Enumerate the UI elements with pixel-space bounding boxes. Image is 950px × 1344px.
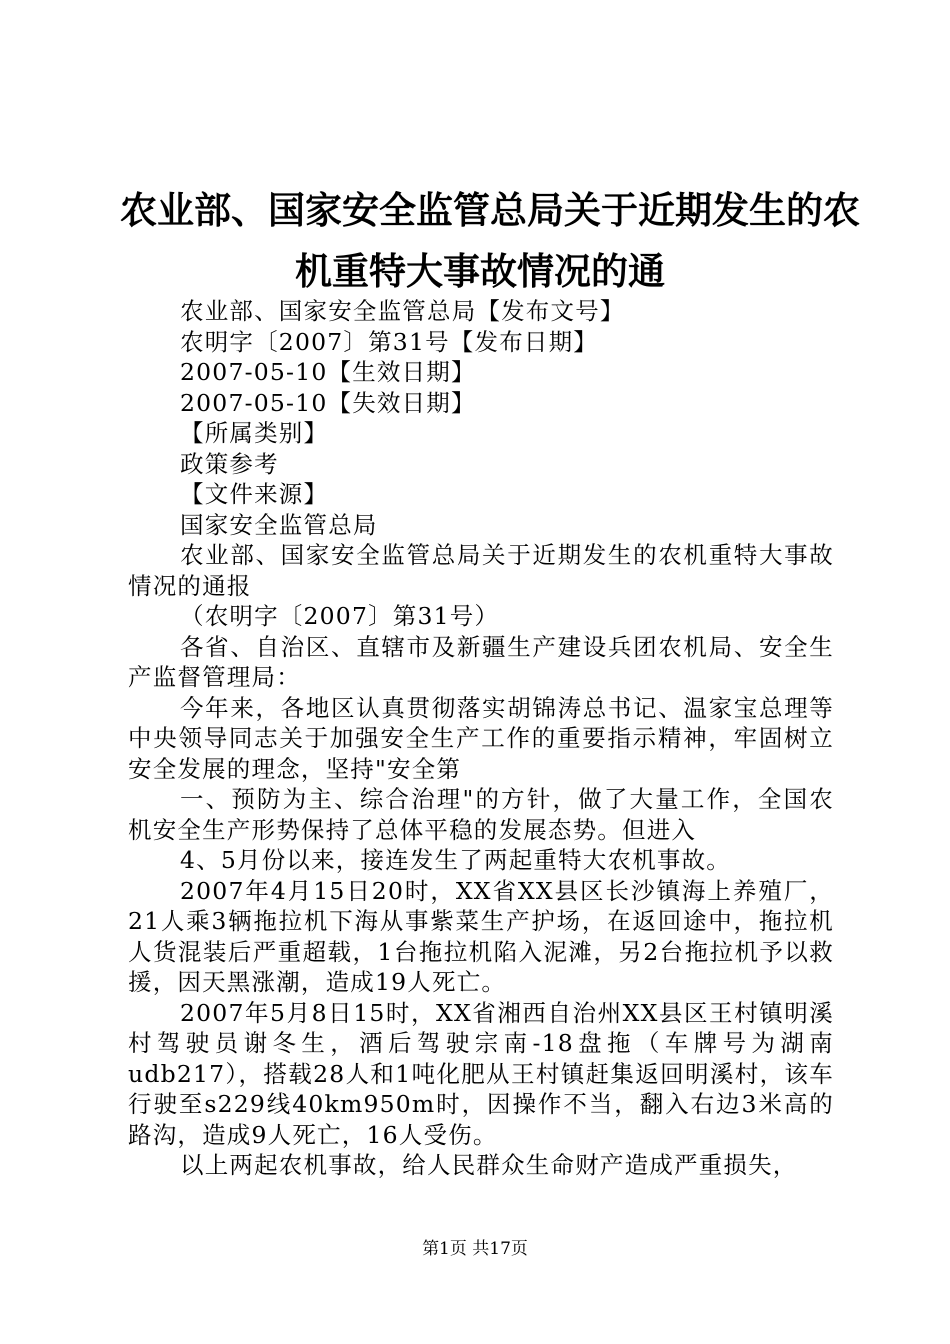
paragraph-accidents-summary: 4、5月份以来，接连发生了两起重特大农机事故。 (180, 846, 732, 874)
paragraph-accident-1: 2007年4月15日20时，XX省XX县区长沙镇海上养殖厂，21人乘3辆拖拉机下海从事紫菜生产护场，在返回途中，拖拉机人货混装后严重超载，1台拖拉机陷入泥滩，另2台拖拉机予以救援，因天黑涨潮，造成19人死亡。 (128, 876, 834, 996)
paragraph-category-label: 【所属类别】 (180, 419, 329, 447)
paragraph-doc-number: 农明字〔2007〕第31号【发布日期】 (180, 327, 599, 356)
page-number-footer: 第1页 共17页 (422, 1239, 528, 1259)
paragraph-notice-title: 农业部、国家安全监管总局关于近期发生的农机重特大事故情况的通报 (128, 541, 834, 600)
paragraph-policy: 一、预防为主、综合治理"的方针，做了大量工作，全国农机安全生产形势保持了总体平稳的发展态势。但进入 (128, 785, 834, 844)
paragraph-category: 政策参考 (180, 449, 279, 478)
paragraph-accident-2: 2007年5月8日15时，XX省湘西自治州XX县区王村镇明溪村驾驶员谢冬生，酒后驾驶宗南-18盘拖（车牌号为湖南udb217），搭载28人和1吨化肥从王村镇赶集返回明溪村，该车行驶至s229线40km950m时，因操作不当，翻入右边3米高的路沟，造成9人死亡，16人受伤。 (128, 998, 834, 1149)
paragraph-notice-number: （农明字〔2007〕第31号） (180, 602, 500, 630)
paragraph-issuer: 农业部、国家安全监管总局【发布文号】 (180, 297, 625, 325)
paragraph-conclusion: 以上两起农机事故，给人民群众生命财产造成严重损失， (180, 1151, 798, 1179)
document-title-line-1: 农业部、国家安全监管总局关于近期发生的农 (120, 188, 860, 232)
paragraph-source-label: 【文件来源】 (180, 480, 329, 508)
paragraph-expiry-date: 2007-05-10【失效日期】 (180, 388, 476, 417)
document-title-line-2: 机重特大事故情况的通 (295, 249, 665, 293)
paragraph-addressees: 各省、自治区、直辖市及新疆生产建设兵团农机局、安全生产监督管理局： (128, 632, 834, 691)
paragraph-source: 国家安全监管总局 (180, 510, 378, 539)
paragraph-intro: 今年来，各地区认真贯彻落实胡锦涛总书记、温家宝总理等中央领导同志关于加强安全生产工作的重要指示精神，牢固树立安全发展的理念，坚持"安全第 (128, 693, 834, 783)
document-body (128, 296, 834, 1181)
paragraph-effective-date: 2007-05-10【生效日期】 (180, 358, 476, 386)
